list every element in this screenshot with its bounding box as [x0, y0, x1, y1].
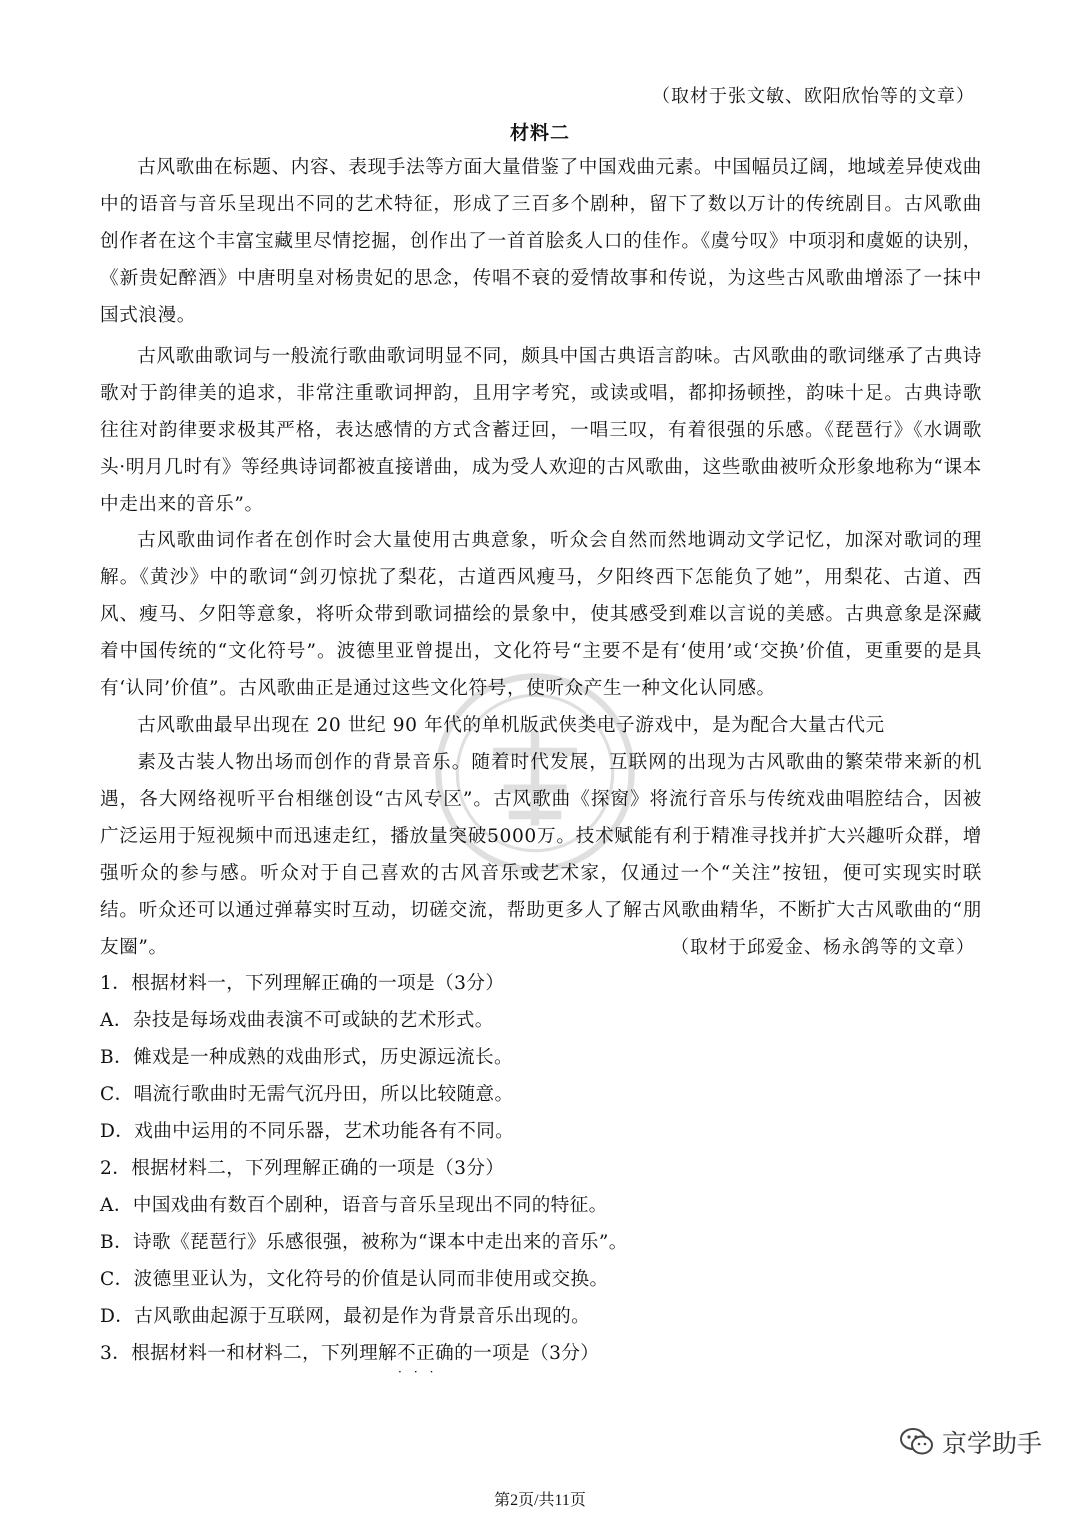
paragraph-4-first-line: 古风歌曲最早出现在 20 世纪 90 年代的单机版武侠类电子游戏中，是为配合大量古代元 — [137, 715, 885, 736]
option-a: A．杂技是每场戏曲表演不可或缺的艺术形式。 — [100, 1010, 494, 1031]
section-heading: 材料二 — [509, 122, 570, 144]
paragraph-2: 古风歌曲歌词与一般流行歌曲歌词明显不同，颇具中国古典语言韵味。古风歌曲的歌词继承了古典诗歌对于韵律美的追求，非常注重歌词押韵，且用字考究，或读或唱，都抑扬顿挫，韵味十足。古典诗歌往往对韵律要求极其严格，表达感情的方式含蓄迂回，一唱三叹，有着很强的乐感。《琵琶行》《水调歌头·明月几时有》等经典诗词都被直接谱曲，成为受人欢迎的古风歌曲，这些歌曲被听众形象地称为“课本中走出来的音乐”。 — [100, 346, 982, 515]
seal-watermark-icon — [430, 668, 640, 878]
option-c: C．唱流行歌曲时无需气沉丹田，所以比较随意。 — [100, 1084, 514, 1105]
source-citation-2: （取材于邱爱金、杨永鸽等的文章） — [671, 937, 975, 958]
question-2 — [100, 1150, 990, 1335]
paragraph-4-continued: 素及古装人物出场而创作的背景音乐。随着时代发展，互联网的出现为古风歌曲的繁荣带来新的机遇，各大网络视听平台相继创设“古风专区”。古风歌曲《探窗》将流行音乐与传统戏曲唱腔结合，因被广泛运用于短视频中而迅速走红，播放量突破5000万。技术赋能有利于精准寻找并扩大兴趣听众群，增强听众的参与感。听众对于自己喜欢的古风音乐或艺术家，仅通过一个“关注”按钮，便可实现实时联结。听众还可以通过弹幕实时互动，切磋交流，帮助更多人了解古风歌曲精华，不断扩大古风歌曲的“朋友圈”。 — [100, 752, 982, 958]
question-3 — [100, 1335, 990, 1372]
option-b: B．傩戏是一种成熟的戏曲形式，历史源远流长。 — [100, 1047, 513, 1068]
option-a: A．中国戏曲有数百个剧种，语音与音乐呈现出不同的特征。 — [100, 1195, 608, 1216]
option-d: D．戏曲中运用的不同乐器，艺术功能各有不同。 — [100, 1121, 515, 1142]
option-b: B．诗歌《琵琶行》乐感很强，被称为“课本中走出来的音乐”。 — [100, 1232, 628, 1253]
emphasis-dots: ··· — [398, 1365, 446, 1379]
wechat-icon — [900, 1427, 934, 1457]
paragraph-3: 古风歌曲词作者在创作时会大量使用古典意象，听众会自然而然地调动文学记忆，加深对歌词的理解。《黄沙》中的歌词“剑刃惊扰了梨花，古道西风瘦马，夕阳终西下怎能负了她”，用梨花、古道、西风、瘦马、夕阳等意象，将听众带到歌词描绘的景象中，使其感受到难以言说的美感。古典意象是深藏着中国传统的“文化符号”。波德里亚曾提出，文化符号“主要不是有‘使用’或‘交换’价值，更重要的是具有‘认同’价值”。古风歌曲正是通过这些文化符号，使听众产生一种文化认同感。 — [100, 530, 982, 699]
question-stem: 2．根据材料二，下列理解正确的一项是（3分） — [100, 1158, 505, 1179]
brand-logo — [900, 1424, 1042, 1460]
option-c: C．波德里亚认为，文化符号的价值是认同而非使用或交换。 — [100, 1269, 609, 1290]
question-1 — [100, 965, 990, 1150]
page-number: 第2页/共11页 — [494, 1492, 586, 1509]
source-citation-1: （取材于张文敏、欧阳欣怡等的文章） — [652, 86, 975, 107]
question-stem: 3．根据材料一和材料二，下列理解不正确的一项是（3分） — [100, 1343, 600, 1364]
brand-name: 京学助手 — [941, 1429, 1042, 1458]
question-stem: 1．根据材料一，下列理解正确的一项是（3分） — [100, 973, 505, 994]
option-d: D．古风歌曲起源于互联网，最初是作为背景音乐出现的。 — [100, 1306, 591, 1327]
paragraph-1: 古风歌曲在标题、内容、表现手法等方面大量借鉴了中国戏曲元素。中国幅员辽阔，地域差异使戏曲中的语音与音乐呈现出不同的艺术特征，形成了三百多个剧种，留下了数以万计的传统剧目。古风歌曲创作者在这个丰富宝藏里尽情挖掘，创作出了一首首脍炙人口的佳作。《虞兮叹》中项羽和虞姬的诀别，《新贵妃醉酒》中唐明皇对杨贵妃的思念，传唱不衰的爱情故事和传说，为这些古风歌曲增添了一抹中国式浪漫。 — [100, 157, 982, 326]
